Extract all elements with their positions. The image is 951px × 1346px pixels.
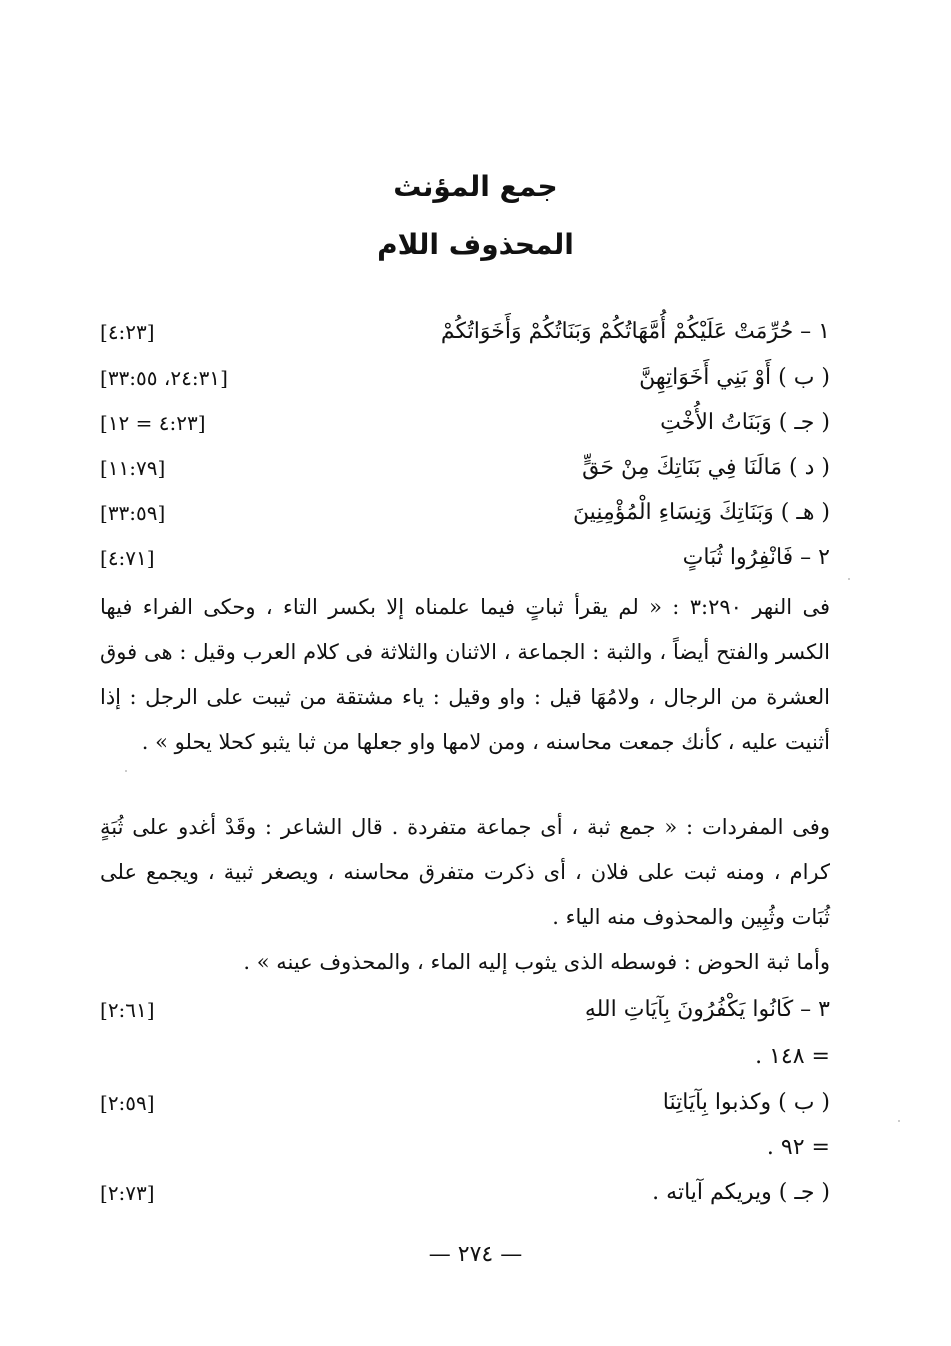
verse-entry (100, 1173, 830, 1213)
scan-speck (898, 1120, 900, 1122)
verse-entry (100, 493, 830, 533)
verse-reference: [١١:٧٩] (100, 456, 166, 480)
verse-reference: [٢:٥٩] (100, 1091, 155, 1115)
verse-text: ( ب ) أَوْ بَنِي أَخَوَاتِهِنَّ (639, 365, 830, 390)
verse-reference: [٤:٢٣ = ١٢] (100, 411, 206, 435)
verse-entry (100, 358, 830, 398)
commentary-paragraph: وفى المفردات : « جمع ثبة ، أى جماعة متفردة . قال الشاعر : وقَدْ أغدو على ثُبَةٍ كرام ، ومنه ثبت على فلان ، أى ذكرت متفرق محاسنه ، ويصغر ثبية ، ويجمع على ثُبَات وثُبِين والمحذوف منه الياء . (100, 815, 830, 929)
verse-reference: [٢٤:٣١، ٣٣:٥٥] (100, 366, 228, 390)
commentary-paragraph: فى النهر ٣:٢٩٠ : « لم يقرأ ثباتٍ فيما علمناه إلا بكسر التاء ، وحكى الفراء فيها الكسر والفتح أيضاً ، والثبة : الجماعة ، الاثنان والثلاثة فى كلام العرب وقيل : هى فوق العشرة من الرجال ، ولامُهَا قيل : واو وقيل : ياء مشتقة من ثيبت على الرجل : إذا أثنيت عليه ، كأنك جمعت محاسنه ، ومن لامها واو جعلها من ثبا يثبو كحلا يحلو » . (100, 595, 830, 754)
verse-reference: [٤:٢٣] (100, 320, 155, 344)
scan-speck (125, 770, 127, 772)
verse-text: ( جـ ) ويريكم آياته . (652, 1180, 830, 1205)
verse-entry (100, 990, 830, 1030)
scan-speck (848, 578, 850, 580)
verse-entry (100, 312, 830, 352)
page-number: — ٢٧٤ — (428, 1242, 523, 1267)
cross-reference-line (100, 1037, 830, 1077)
verse-text: ( ب ) وكذبوا بِآيَاتِنَا (662, 1090, 830, 1115)
commentary-paragraph: وأما ثبة الحوض : فوسطه الذى يثوب إليه الماء ، والمحذوف عينه » . (243, 950, 830, 974)
verse-text: ٣ – كَانُوا يَكْفُرُونَ بِآيَاتِ اللهِ (584, 997, 830, 1022)
cross-reference-text: = ٩٢ . (766, 1135, 830, 1160)
verse-text: ١ – حُرِّمَتْ عَلَيْكُمْ أُمَّهَاتُكُمْ وَبَنَاتُكُمْ وَأَخَوَاتُكُمْ (440, 319, 830, 344)
verse-reference: [٣٣:٥٩] (100, 501, 166, 525)
verse-reference: [٢:٧٣] (100, 1181, 155, 1205)
verse-entry (100, 538, 830, 578)
cross-reference-text: = ١٤٨ . (755, 1044, 830, 1069)
page-subtitle: المحذوف اللام (377, 228, 574, 261)
verse-text: ( جـ ) وَبَنَاتُ الأُخْتِ (660, 410, 830, 435)
cross-reference-line (100, 1128, 830, 1168)
page-title: جمع المؤنث (393, 170, 558, 203)
verse-entry (100, 1083, 830, 1123)
verse-text: ( د ) مَالَنَا فِي بَنَاتِكَ مِنْ حَقٍّ (582, 455, 830, 480)
verse-text: ٢ – فَانْفِرُوا ثُبَاتٍ (682, 545, 830, 570)
verse-entry (100, 403, 830, 443)
verse-reference: [٤:٧١] (100, 546, 155, 570)
verse-text: ( هـ ) وَبَنَاتِكَ وَنِسَاءِ الْمُؤْمِنِينَ (572, 500, 830, 525)
verse-reference: [٢:٦١] (100, 998, 155, 1022)
verse-entry (100, 448, 830, 488)
